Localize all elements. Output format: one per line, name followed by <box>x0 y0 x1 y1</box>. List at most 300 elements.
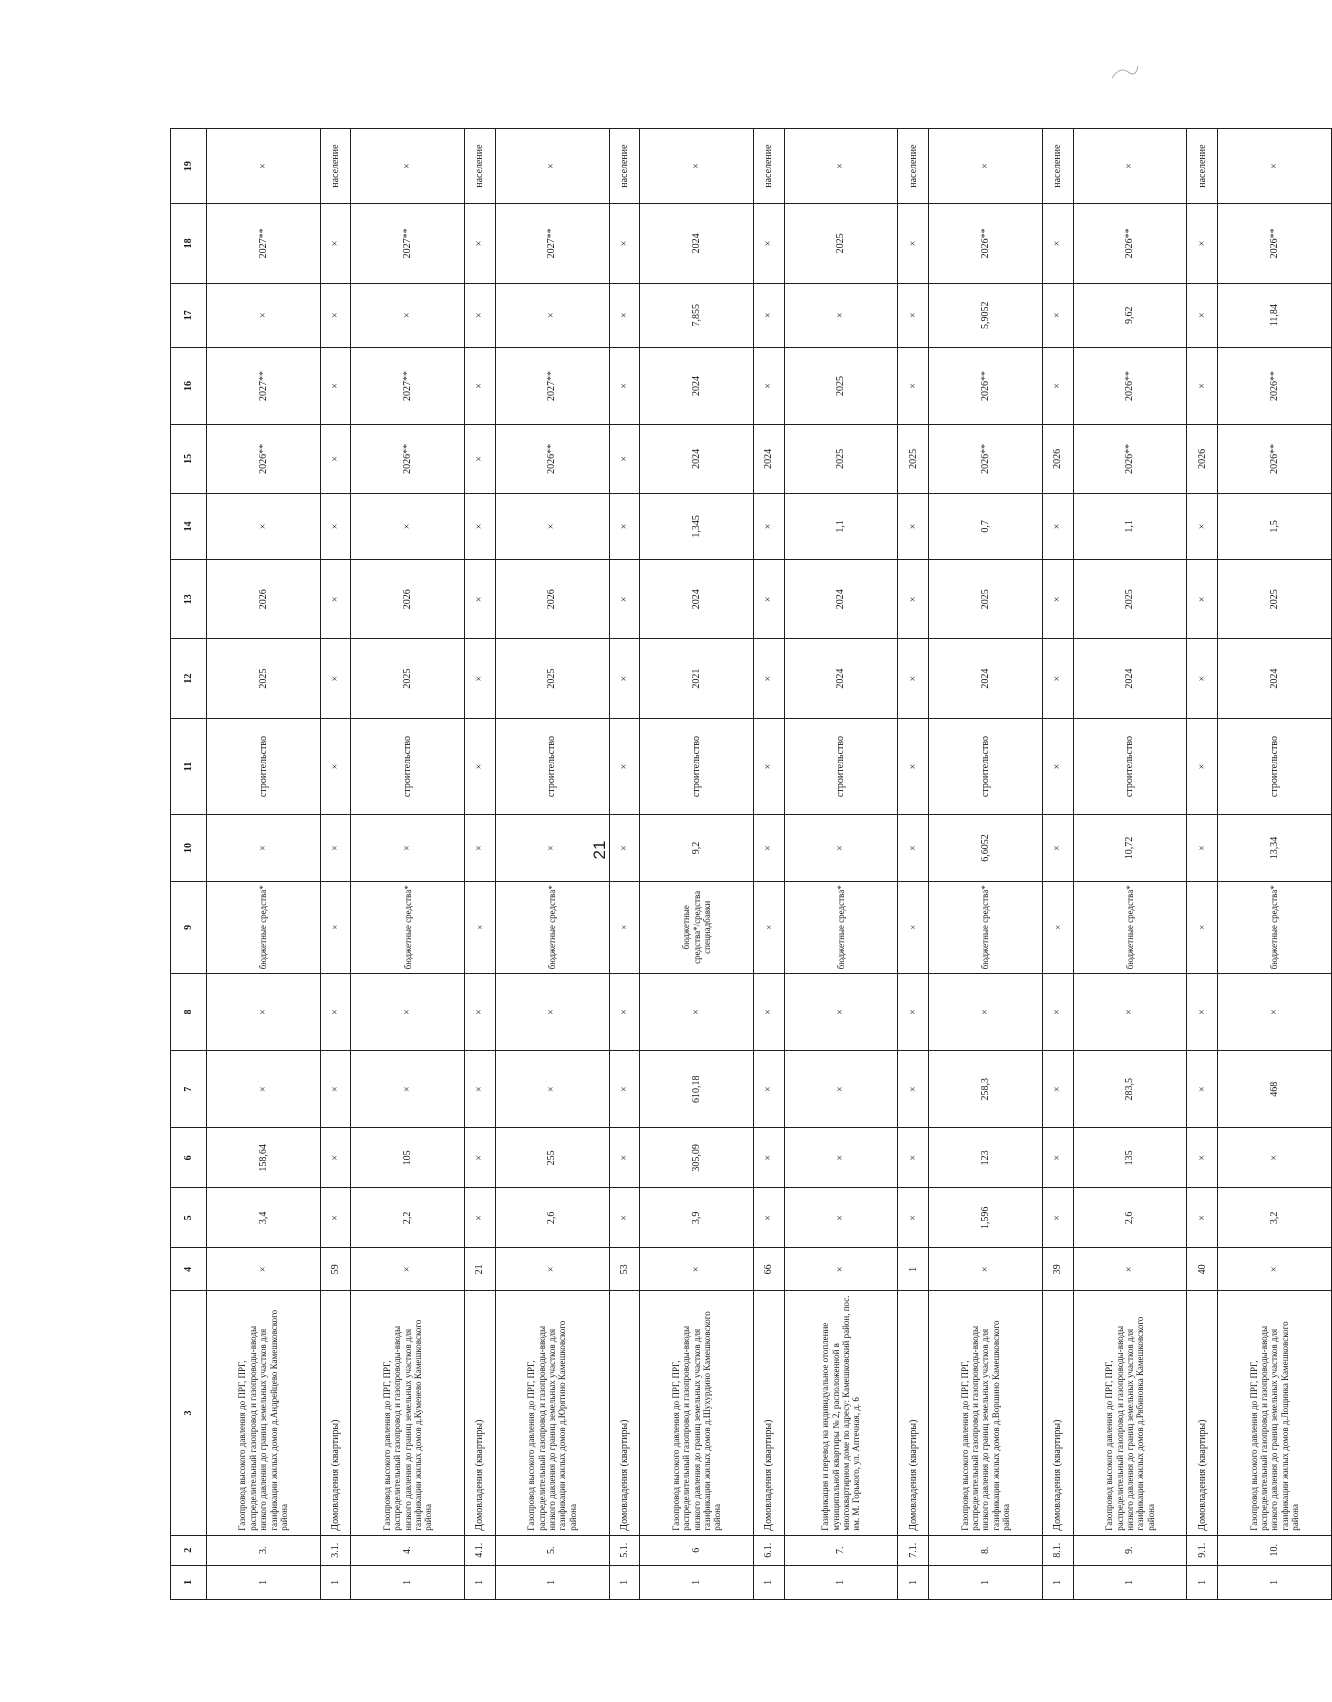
table-cell: 3,9 <box>640 1188 754 1248</box>
table-cell: × <box>465 973 496 1050</box>
table-cell: × <box>640 1248 754 1291</box>
table-cell: 2027** <box>351 347 465 424</box>
table-cell: × <box>207 815 321 881</box>
table-row-households <box>320 129 351 1600</box>
table-cell: 2026** <box>1218 347 1332 424</box>
table-cell: × <box>609 493 640 559</box>
table-cell: × <box>754 1188 785 1248</box>
table-cell: 0,7 <box>929 493 1043 559</box>
table-cell: × <box>609 425 640 494</box>
table-cell: 2025 <box>929 560 1043 639</box>
table-cell: × <box>1187 204 1218 283</box>
table-cell: × <box>1187 815 1218 881</box>
table-cell: × <box>465 204 496 283</box>
table-cell: 610,18 <box>640 1051 754 1128</box>
table-cell: Домовладения (квартиры) <box>898 1291 929 1535</box>
table-row-object <box>207 129 321 1600</box>
table-cell: 1 <box>1042 1565 1073 1599</box>
column-header: 17 <box>171 283 207 347</box>
table-cell: × <box>1187 639 1218 718</box>
table-cell: Домовладения (квартиры) <box>320 1291 351 1535</box>
table-cell: 2026 <box>1042 425 1073 494</box>
table-cell: × <box>609 718 640 814</box>
table-cell: × <box>754 1128 785 1188</box>
table-cell: × <box>1187 283 1218 347</box>
table-cell: × <box>784 1248 898 1291</box>
table-cell: × <box>1042 560 1073 639</box>
table-cell: население <box>1042 129 1073 204</box>
table-cell: × <box>320 425 351 494</box>
column-header: 15 <box>171 425 207 494</box>
table-cell: 7.1. <box>898 1535 929 1565</box>
table-cell: 1 <box>1218 1565 1332 1599</box>
table-cell: 1 <box>207 1565 321 1599</box>
table-cell: × <box>898 881 929 973</box>
table-cell: строительство <box>784 718 898 814</box>
table-cell: × <box>320 1051 351 1128</box>
table-cell: × <box>495 1248 609 1291</box>
table-cell: × <box>1187 347 1218 424</box>
table-cell: 2026** <box>929 425 1043 494</box>
table-cell: 2025 <box>784 204 898 283</box>
table-cell: 3.1. <box>320 1535 351 1565</box>
table-cell: 2027** <box>207 347 321 424</box>
table-cell: × <box>320 560 351 639</box>
table-cell: 9,62 <box>1073 283 1187 347</box>
table-cell: 2024 <box>1073 639 1187 718</box>
table-cell: 2,6 <box>1073 1188 1187 1248</box>
table-cell: × <box>465 718 496 814</box>
table-cell: 53 <box>609 1248 640 1291</box>
table-cell: 2024 <box>929 639 1043 718</box>
table-cell: 158,64 <box>207 1128 321 1188</box>
table-cell: × <box>609 347 640 424</box>
table-cell: 2025 <box>207 639 321 718</box>
table-cell: × <box>320 639 351 718</box>
table-cell: 10. <box>1218 1535 1332 1565</box>
table-cell: × <box>898 347 929 424</box>
table-cell: 2,2 <box>351 1188 465 1248</box>
table-cell: 255 <box>495 1128 609 1188</box>
table-cell: × <box>1042 1128 1073 1188</box>
table-cell: × <box>495 973 609 1050</box>
table-cell: 1,596 <box>929 1188 1043 1248</box>
table-cell: × <box>465 493 496 559</box>
table-cell: 1 <box>609 1565 640 1599</box>
table-cell: население <box>754 129 785 204</box>
table-cell: × <box>929 1248 1043 1291</box>
table-cell: 258,3 <box>929 1051 1043 1128</box>
table-cell: Газопровод высокого давления до ПРГ, ПРГ, распределительный газопровод и газопроводы-вводы низкого давления до границ земельных участков для газификации жилых домов д.Юрятино Камешковского района <box>495 1291 609 1535</box>
table-cell: × <box>320 973 351 1050</box>
table-cell: 3,2 <box>1218 1188 1332 1248</box>
table-cell: 283,5 <box>1073 1051 1187 1128</box>
table-cell: население <box>1187 129 1218 204</box>
table-cell: 2024 <box>640 204 754 283</box>
table-cell: 2026 <box>351 560 465 639</box>
column-header: 8 <box>171 973 207 1050</box>
table-cell: × <box>1042 815 1073 881</box>
table-cell: × <box>640 973 754 1050</box>
table-cell: 1 <box>898 1248 929 1291</box>
table-row-households <box>1187 129 1218 1600</box>
table-cell: 8.1. <box>1042 1535 1073 1565</box>
table-cell: бюджетные средства* <box>784 881 898 973</box>
table-cell: Домовладения (квартиры) <box>1042 1291 1073 1535</box>
table-cell: × <box>320 881 351 973</box>
table-cell: × <box>320 283 351 347</box>
table-cell: строительство <box>1218 718 1332 814</box>
table-cell: 2026** <box>1218 204 1332 283</box>
table-cell: Газопровод высокого давления до ПРГ, ПРГ, распределительный газопровод и газопроводы-вводы низкого давления до границ земельных участков для газификации жилых домов д.Воршино Камешковского района <box>929 1291 1043 1535</box>
table-row-object <box>929 129 1043 1600</box>
table-cell: × <box>640 129 754 204</box>
table-cell: × <box>1042 1188 1073 1248</box>
table-cell: Газопровод высокого давления до ПРГ, ПРГ, распределительный газопровод и газопроводы-вводы низкого давления до границ земельных участков для газификации жилых домов д.Шухурдино Камешковского района <box>640 1291 754 1535</box>
table-cell: 2026 <box>1187 425 1218 494</box>
column-header: 14 <box>171 493 207 559</box>
column-header: 3 <box>171 1291 207 1535</box>
table-cell: строительство <box>640 718 754 814</box>
table-rotation-frame <box>170 128 1332 1600</box>
table-cell: 2026** <box>929 204 1043 283</box>
table-row-object <box>640 129 754 1600</box>
table-cell: × <box>1042 881 1073 973</box>
table-cell: бюджетные средства* <box>1218 881 1332 973</box>
table-cell: × <box>784 283 898 347</box>
table-cell: × <box>207 1051 321 1128</box>
table-cell: × <box>1042 639 1073 718</box>
table-cell: 105 <box>351 1128 465 1188</box>
table-cell: × <box>1218 1128 1332 1188</box>
column-header: 10 <box>171 815 207 881</box>
table-cell: население <box>320 129 351 204</box>
table-cell: × <box>1187 881 1218 973</box>
table-cell: строительство <box>1073 718 1187 814</box>
table-body <box>207 129 1332 1600</box>
table-cell: 9.1. <box>1187 1535 1218 1565</box>
table-cell: × <box>351 283 465 347</box>
table-cell: × <box>754 204 785 283</box>
table-cell: 2025 <box>351 639 465 718</box>
table-cell: 1,5 <box>1218 493 1332 559</box>
column-header: 7 <box>171 1051 207 1128</box>
table-cell: × <box>465 1051 496 1128</box>
table-cell: × <box>465 283 496 347</box>
table-cell: Домовладения (квартиры) <box>1187 1291 1218 1535</box>
table-cell: 40 <box>1187 1248 1218 1291</box>
table-cell: 2026** <box>351 425 465 494</box>
table-cell: × <box>320 493 351 559</box>
table-cell: бюджетные средства* <box>929 881 1043 973</box>
table-cell: × <box>609 639 640 718</box>
column-header: 4 <box>171 1248 207 1291</box>
table-cell: 2026 <box>495 560 609 639</box>
table-cell: население <box>898 129 929 204</box>
column-header: 9 <box>171 881 207 973</box>
table-cell: бюджетные средства* <box>1073 881 1187 973</box>
table-row-object <box>1218 129 1332 1600</box>
table-cell: 10,72 <box>1073 815 1187 881</box>
table-cell: 123 <box>929 1128 1043 1188</box>
table-cell: 1 <box>1187 1565 1218 1599</box>
table-cell: 2024 <box>640 560 754 639</box>
table-cell: Домовладения (квартиры) <box>609 1291 640 1535</box>
table-cell: × <box>1042 283 1073 347</box>
table-cell: × <box>609 973 640 1050</box>
table-cell: × <box>1042 718 1073 814</box>
table-cell: × <box>1187 718 1218 814</box>
column-header: 11 <box>171 718 207 814</box>
table-cell: 13,34 <box>1218 815 1332 881</box>
rotated-table-container <box>170 128 1332 1600</box>
table-cell: × <box>465 881 496 973</box>
table-cell: 2024 <box>754 425 785 494</box>
table-cell: × <box>465 1188 496 1248</box>
table-cell: × <box>465 347 496 424</box>
table-cell: строительство <box>929 718 1043 814</box>
table-cell: × <box>1073 1248 1187 1291</box>
table-cell: × <box>1218 129 1332 204</box>
gasification-table <box>170 128 1332 1600</box>
table-cell: × <box>1218 1248 1332 1291</box>
table-cell: 135 <box>1073 1128 1187 1188</box>
table-cell: × <box>465 1128 496 1188</box>
table-cell: 2026** <box>1218 425 1332 494</box>
table-row-object <box>1073 129 1187 1600</box>
table-cell: × <box>495 129 609 204</box>
table-cell: 9,2 <box>640 815 754 881</box>
table-cell: × <box>754 639 785 718</box>
table-cell: × <box>495 815 609 881</box>
table-cell: × <box>320 204 351 283</box>
table-cell: × <box>207 129 321 204</box>
table-cell: × <box>754 560 785 639</box>
table-cell: × <box>320 718 351 814</box>
table-cell: 2,6 <box>495 1188 609 1248</box>
table-cell: × <box>898 283 929 347</box>
table-cell: бюджетные средства*/средства спецнадбавки <box>640 881 754 973</box>
table-cell: × <box>784 1188 898 1248</box>
table-cell: × <box>754 283 785 347</box>
table-cell: 5.1. <box>609 1535 640 1565</box>
table-cell: × <box>1218 973 1332 1050</box>
table-cell: × <box>898 493 929 559</box>
table-cell: 7. <box>784 1535 898 1565</box>
table-cell: × <box>898 560 929 639</box>
table-cell: 8. <box>929 1535 1043 1565</box>
table-cell: 2025 <box>495 639 609 718</box>
table-cell: 1 <box>754 1565 785 1599</box>
table-cell: × <box>351 493 465 559</box>
table-cell: 21 <box>465 1248 496 1291</box>
table-cell: × <box>465 425 496 494</box>
table-cell: × <box>784 1128 898 1188</box>
table-row-households <box>754 129 785 1600</box>
table-cell: × <box>351 129 465 204</box>
table-cell: × <box>1187 1128 1218 1188</box>
table-cell: × <box>609 1128 640 1188</box>
table-cell: × <box>1042 204 1073 283</box>
table-cell: 2026 <box>207 560 321 639</box>
table-cell: × <box>609 204 640 283</box>
table-cell: 2027** <box>207 204 321 283</box>
table-cell: × <box>754 973 785 1050</box>
table-row-households <box>898 129 929 1600</box>
table-cell: × <box>1042 1051 1073 1128</box>
column-header: 16 <box>171 347 207 424</box>
table-cell: Газопровод высокого давления до ПРГ, ПРГ, распределительный газопровод и газопроводы-вводы низкого давления до границ земельных участков для газификации жилых домов д.Рябиновка Камешковского района <box>1073 1291 1187 1535</box>
table-cell: бюджетные средства* <box>495 881 609 973</box>
table-cell: 59 <box>320 1248 351 1291</box>
table-cell: × <box>784 815 898 881</box>
table-cell: 2025 <box>1073 560 1187 639</box>
table-cell: × <box>898 718 929 814</box>
table-cell: × <box>351 815 465 881</box>
table-cell: 2024 <box>640 425 754 494</box>
table-cell: × <box>207 493 321 559</box>
table-cell: 2024 <box>1218 639 1332 718</box>
table-cell: × <box>495 283 609 347</box>
table-cell: × <box>351 1248 465 1291</box>
table-cell: строительство <box>207 718 321 814</box>
table-cell: 6,6052 <box>929 815 1043 881</box>
table-row-object <box>784 129 898 1600</box>
table-cell: 3. <box>207 1535 321 1565</box>
table-cell: 4. <box>351 1535 465 1565</box>
table-cell: × <box>609 881 640 973</box>
table-cell: × <box>898 1128 929 1188</box>
table-cell: × <box>754 815 785 881</box>
table-cell: × <box>754 1051 785 1128</box>
table-cell: × <box>609 1051 640 1128</box>
table-cell: × <box>1187 973 1218 1050</box>
table-cell: × <box>754 493 785 559</box>
table-cell: 1,345 <box>640 493 754 559</box>
table-cell: 468 <box>1218 1051 1332 1128</box>
table-cell: × <box>1042 973 1073 1050</box>
table-cell: × <box>609 815 640 881</box>
table-row-households <box>1042 129 1073 1600</box>
table-cell: × <box>898 815 929 881</box>
table-cell: × <box>320 1128 351 1188</box>
column-header: 1 <box>171 1565 207 1599</box>
table-cell: 7,855 <box>640 283 754 347</box>
table-cell: × <box>1187 1188 1218 1248</box>
table-cell: × <box>320 347 351 424</box>
table-cell: 2026** <box>1073 425 1187 494</box>
table-cell: × <box>609 1188 640 1248</box>
table-cell: × <box>351 973 465 1050</box>
table-cell: × <box>1073 973 1187 1050</box>
table-cell: 2026** <box>207 425 321 494</box>
table-cell: × <box>320 1188 351 1248</box>
table-cell: 5,9052 <box>929 283 1043 347</box>
table-cell: × <box>207 283 321 347</box>
page-number: 21 <box>590 840 609 860</box>
column-header: 13 <box>171 560 207 639</box>
table-cell: население <box>609 129 640 204</box>
table-cell: × <box>898 639 929 718</box>
table-cell: × <box>784 973 898 1050</box>
table-cell: × <box>1187 1051 1218 1128</box>
table-cell: × <box>754 881 785 973</box>
column-header: 5 <box>171 1188 207 1248</box>
table-cell: × <box>465 560 496 639</box>
table-cell: × <box>754 718 785 814</box>
table-cell: 1,1 <box>784 493 898 559</box>
table-cell: Газификация и перевод на индивидуальное отопление муниципальной квартиры № 2, расположенной в многоквартирном доме по адресу: Камешковский район, пос. им. М. Горького, ул. Аптечная, д. 6 <box>784 1291 898 1535</box>
table-cell: 305,09 <box>640 1128 754 1188</box>
table-cell: 5. <box>495 1535 609 1565</box>
table-cell: 1 <box>351 1565 465 1599</box>
table-cell: 2026** <box>929 347 1043 424</box>
table-cell: Газопровод высокого давления до ПРГ, ПРГ, распределительный газопровод и газопроводы-вводы низкого давления до границ земельных участков для газификации жилых домов д.Лощинка Камешковского района <box>1218 1291 1332 1535</box>
table-cell: × <box>351 1051 465 1128</box>
table-cell: 1 <box>784 1565 898 1599</box>
table-cell: × <box>929 973 1043 1050</box>
table-cell: × <box>495 493 609 559</box>
table-cell: 1 <box>1073 1565 1187 1599</box>
table-cell: 1 <box>465 1565 496 1599</box>
table-cell: Домовладения (квартиры) <box>465 1291 496 1535</box>
column-header: 2 <box>171 1535 207 1565</box>
table-cell: × <box>898 973 929 1050</box>
column-header: 18 <box>171 204 207 283</box>
table-cell: 2027** <box>351 204 465 283</box>
table-cell: бюджетные средства* <box>351 881 465 973</box>
table-cell: 39 <box>1042 1248 1073 1291</box>
table-cell: 2024 <box>784 639 898 718</box>
table-cell: × <box>1042 493 1073 559</box>
table-cell: Газопровод высокого давления до ПРГ, ПРГ, распределительный газопровод и газопроводы-вводы низкого давления до границ земельных участков для газификации жилых домов д.Куменево Камешковского района <box>351 1291 465 1535</box>
table-cell: 6.1. <box>754 1535 785 1565</box>
table-cell: 2027** <box>495 204 609 283</box>
table-cell: 11,84 <box>1218 283 1332 347</box>
table-cell: 2025 <box>1218 560 1332 639</box>
table-cell: 1 <box>640 1565 754 1599</box>
table-cell: Домовладения (квартиры) <box>754 1291 785 1535</box>
table-cell: 1 <box>898 1565 929 1599</box>
table-cell: 2025 <box>898 425 929 494</box>
table-cell: × <box>1187 493 1218 559</box>
table-cell: × <box>465 815 496 881</box>
table-cell: × <box>1042 347 1073 424</box>
table-cell: 2027** <box>495 347 609 424</box>
table-cell: × <box>495 1051 609 1128</box>
table-cell: 2025 <box>784 347 898 424</box>
table-cell: × <box>898 1188 929 1248</box>
table-cell: × <box>929 129 1043 204</box>
table-cell: × <box>1187 560 1218 639</box>
corner-mark <box>1110 62 1140 82</box>
table-row-object <box>351 129 465 1600</box>
table-cell: 2026** <box>495 425 609 494</box>
table-cell: 66 <box>754 1248 785 1291</box>
table-cell: 2026** <box>1073 204 1187 283</box>
table-cell: × <box>207 973 321 1050</box>
table-cell: 6 <box>640 1535 754 1565</box>
table-row-object <box>495 129 609 1600</box>
column-header: 6 <box>171 1128 207 1188</box>
table-cell: 2024 <box>784 560 898 639</box>
table-cell: × <box>754 347 785 424</box>
table-cell: 2025 <box>784 425 898 494</box>
table-cell: 1 <box>495 1565 609 1599</box>
table-cell: население <box>465 129 496 204</box>
table-cell: × <box>784 129 898 204</box>
table-cell: 9. <box>1073 1535 1187 1565</box>
